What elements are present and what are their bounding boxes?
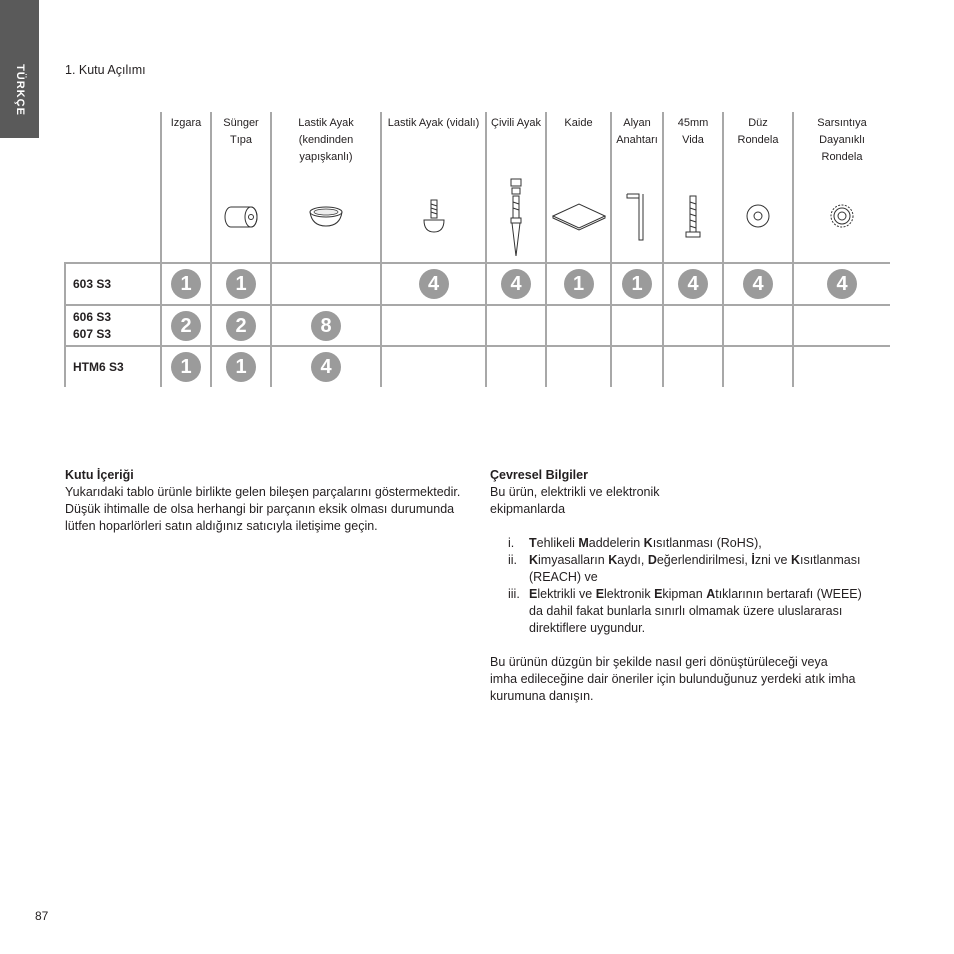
table-cell — [272, 347, 380, 387]
table-row-label — [66, 306, 160, 345]
sponge-plug-icon — [223, 205, 259, 234]
column-header — [664, 112, 722, 262]
column-header-label: Izgara — [170, 117, 202, 129]
table-row-label — [66, 264, 160, 304]
table-cell — [547, 264, 610, 304]
allen-key-icon — [625, 192, 649, 247]
list-item-text: Kimyasalların Kaydı, Değerlendirilmesi, İzni ve Kısıtlanması (REACH) ve — [529, 553, 861, 584]
model-name: 603 S3 — [73, 276, 112, 291]
quantity-badge: 1 — [564, 269, 594, 299]
column-header — [724, 112, 792, 262]
quantity-badge: 2 — [171, 311, 201, 341]
column-header — [547, 112, 610, 262]
table-cell — [612, 306, 662, 345]
list-item-number: iii. — [508, 587, 520, 601]
environment-list-item — [490, 535, 900, 552]
list-item-number: ii. — [508, 553, 518, 567]
column-header — [794, 112, 890, 262]
column-header-label: Çivili Ayak — [491, 117, 541, 129]
table-cell — [272, 306, 380, 345]
column-header — [382, 112, 485, 262]
table-cell — [794, 306, 890, 345]
quantity-badge: 4 — [311, 352, 341, 382]
column-header-label: Düz Rondela — [737, 117, 779, 146]
column-header — [212, 112, 270, 262]
quantity-badge: 4 — [419, 269, 449, 299]
table-cell — [664, 347, 722, 387]
quantity-badge: 8 — [311, 311, 341, 341]
environment-list — [490, 535, 900, 637]
quantity-badge: 1 — [171, 352, 201, 382]
table-cell — [212, 306, 270, 345]
section-title: 1. Kutu Açılımı — [65, 63, 146, 77]
table-cell — [382, 347, 485, 387]
table-cell — [382, 264, 485, 304]
table-cell — [162, 347, 210, 387]
base-plate-icon — [551, 202, 607, 237]
table-cell — [664, 264, 722, 304]
model-name: HTM6 S3 — [73, 359, 124, 374]
quantity-badge: 4 — [743, 269, 773, 299]
list-item-text: Elektrikli ve Elektronik Ekipman Atıklarının bertarafı (WEEE) da dahil fakat bunlarla sınırlı olmamak üzere uluslararası direktiflere uygundur. — [529, 587, 862, 635]
page-number: 87 — [35, 909, 49, 923]
column-header — [612, 112, 662, 262]
box-contents-body: Yukarıdaki tablo ürünle birlikte gelen bileşen parçalarını göstermektedir. Düşük ihtimalle de olsa herhangi bir parçanın eksik olması durumunda lütfen hoparlörleri satın aldığınız satıcıyla iletişime geçin. — [65, 485, 461, 533]
table-cell — [212, 347, 270, 387]
lock-washer-icon — [829, 203, 855, 234]
table-cell — [162, 306, 210, 345]
table-cell — [724, 306, 792, 345]
quantity-badge: 4 — [501, 269, 531, 299]
column-header-label: 45mm Vida — [677, 117, 709, 146]
table-cell — [272, 264, 380, 304]
quantity-badge: 1 — [622, 269, 652, 299]
quantity-badge: 1 — [226, 352, 256, 382]
box-contents-heading: Kutu İçeriği — [65, 468, 134, 482]
rubber-foot-icon — [306, 204, 346, 235]
column-header-label: Kaide — [564, 117, 593, 129]
table-cell — [547, 306, 610, 345]
table-cell — [612, 264, 662, 304]
quantity-badge: 1 — [226, 269, 256, 299]
table-corner — [64, 112, 160, 262]
column-header-label: Alyan Anahtarı — [616, 117, 658, 146]
table-cell — [487, 264, 545, 304]
column-header-label: Sünger Tıpa — [223, 117, 259, 146]
environment-section — [490, 467, 900, 705]
screw-rubber-foot-icon — [421, 198, 447, 239]
flat-washer-icon — [745, 203, 771, 234]
table-cell — [487, 306, 545, 345]
parts-table — [64, 112, 890, 387]
table-row-label — [66, 347, 160, 387]
table-cell — [664, 306, 722, 345]
table-cell — [724, 264, 792, 304]
column-header — [162, 112, 210, 262]
table-cell — [794, 264, 890, 304]
column-header — [487, 112, 545, 262]
environment-heading: Çevresel Bilgiler — [490, 468, 588, 482]
table-cell — [212, 264, 270, 304]
spike-icon — [508, 178, 524, 263]
model-name: 607 S3 — [73, 326, 112, 341]
column-header-label: Lastik Ayak (vidalı) — [387, 117, 480, 129]
table-cell — [724, 347, 792, 387]
quantity-badge: 1 — [171, 269, 201, 299]
column-header — [272, 112, 380, 262]
table-cell — [794, 347, 890, 387]
column-header-label: Sarsıntıya Dayanıklı Rondela — [817, 117, 867, 163]
screw-icon — [685, 194, 701, 245]
environment-intro: Bu ürün, elektrikli ve elektronik ekipmanlarda — [490, 485, 660, 516]
quantity-badge: 4 — [678, 269, 708, 299]
column-header-label: Lastik Ayak (kendinden yapışkanlı) — [298, 117, 354, 163]
quantity-badge: 4 — [827, 269, 857, 299]
table-cell — [487, 347, 545, 387]
environment-list-item — [490, 586, 900, 637]
environment-closing: Bu ürünün düzgün bir şekilde nasıl geri dönüştürüleceği veya imha edileceğine dair öneriler için bulunduğunuz yerdeki atık imha kurumuna danışın. — [490, 655, 856, 703]
list-item-number: i. — [508, 536, 515, 550]
environment-list-item — [490, 552, 900, 586]
list-item-text: Tehlikeli Maddelerin Kısıtlanması (RoHS), — [529, 536, 762, 550]
table-cell — [612, 347, 662, 387]
quantity-badge: 2 — [226, 311, 256, 341]
language-tab-label: TÜRKÇE — [14, 64, 26, 116]
table-cell — [547, 347, 610, 387]
model-name: 606 S3 — [73, 309, 112, 324]
language-tab — [0, 0, 39, 138]
table-cell — [382, 306, 485, 345]
box-contents-section — [65, 467, 465, 535]
table-cell — [162, 264, 210, 304]
